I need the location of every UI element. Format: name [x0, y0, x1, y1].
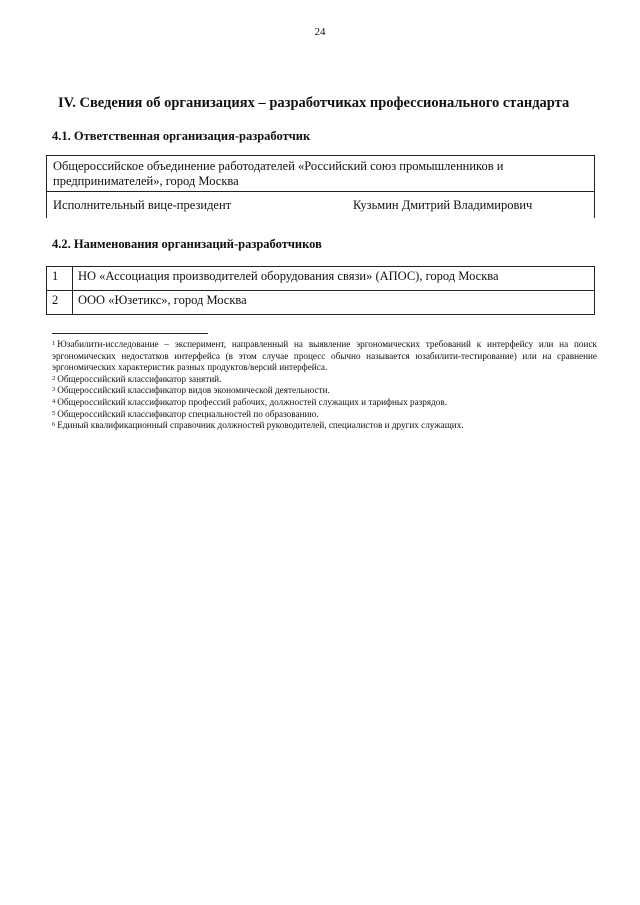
footnote	[52, 374, 597, 386]
page-number: 24	[314, 26, 326, 38]
footnote	[52, 339, 597, 374]
developers-table	[46, 266, 595, 315]
row-number: 2	[47, 291, 73, 315]
footnote	[52, 385, 597, 397]
responsible-heading: 4.1. Ответственная организация-разработчик	[52, 129, 311, 143]
row-number: 1	[47, 267, 73, 291]
footnote-mark: 2	[52, 374, 56, 382]
footnotes	[52, 339, 597, 432]
footnote-text: Единый квалификационный справочник должностей руководителей, специалистов и других служащих.	[57, 420, 464, 431]
footnote	[52, 420, 597, 432]
developer-name: НО «Ассоциация производителей оборудования связи» (АПОС), город Москва	[73, 267, 595, 291]
footnote-text: Общероссийский классификатор специальностей по образованию.	[57, 408, 319, 419]
footnote-text: Общероссийский классификатор занятий.	[57, 373, 222, 384]
footnote	[52, 409, 597, 421]
table-row	[47, 267, 595, 291]
footnote-mark: 4	[52, 397, 56, 405]
developer-name: ООО «Юзетикс», город Москва	[73, 291, 595, 315]
footnote-mark: 6	[52, 421, 56, 429]
responsible-box	[46, 155, 595, 218]
footnote-separator	[52, 333, 208, 334]
signature-row	[46, 192, 595, 218]
responsible-organization: Общероссийское объединение работодателей «Российский союз промышленников и предпринимателей», город Москва	[46, 155, 595, 192]
table-row	[47, 291, 595, 315]
developers-heading: 4.2. Наименования организаций-разработчиков	[52, 237, 322, 251]
responsible-person: Кузьмин Дмитрий Владимирович	[353, 198, 533, 212]
responsible-position: Исполнительный вице-президент	[53, 198, 232, 212]
footnote-text: Юзабилити-исследование – эксперимент, направленный на выявление эргономических требований к интерфейсу или на поиск эргономических недостатков интерфейса (в этом случае процесс обычно называется юзабилити-тестирование) или на сравнение эргономических характеристик разных продуктов/версий интерфейса.	[52, 339, 597, 373]
footnote-text: Общероссийский классификатор профессий рабочих, должностей служащих и тарифных разрядов.	[57, 396, 448, 407]
footnote-text: Общероссийский классификатор видов экономической деятельности.	[57, 385, 330, 396]
footnote-mark: 3	[52, 386, 56, 394]
footnote-mark: 5	[52, 409, 56, 417]
footnote-mark: 1	[52, 340, 56, 347]
footnote	[52, 397, 597, 409]
section-title: IV. Сведения об организациях – разработчиках профессионального стандарта	[58, 95, 570, 111]
